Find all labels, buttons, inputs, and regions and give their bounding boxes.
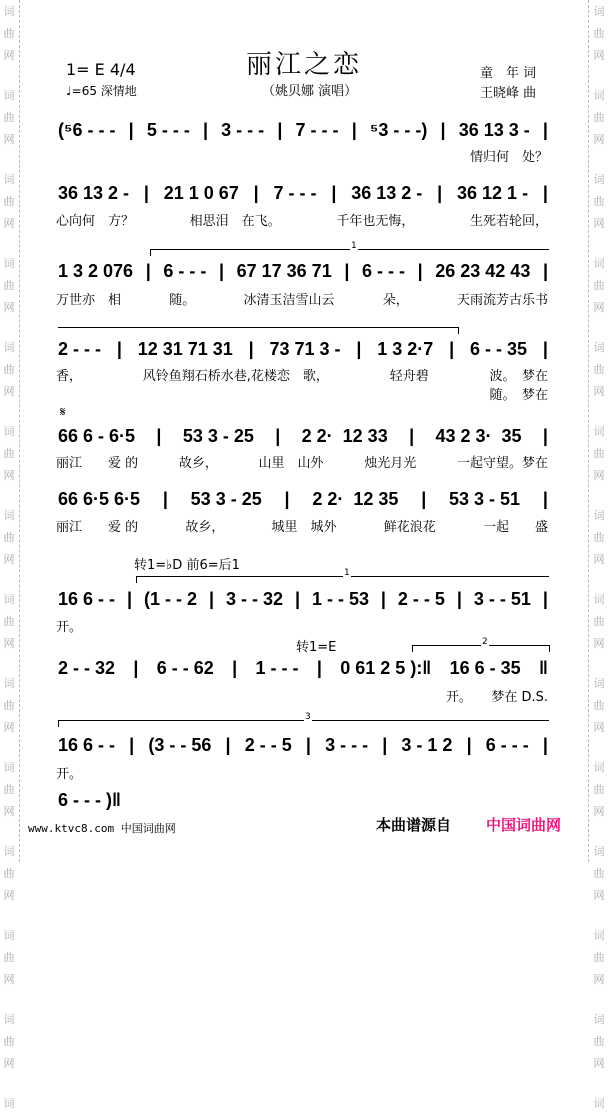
volta-2 — [412, 637, 550, 652]
lyrics-line — [56, 210, 548, 229]
barline: | — [126, 589, 133, 609]
volta-1b — [136, 568, 549, 583]
measure: 5 - - - — [146, 120, 190, 140]
watermark-char: 曲 — [3, 531, 15, 544]
barline: | — [253, 183, 259, 203]
barline: | — [331, 183, 337, 203]
watermark-char: 词 — [3, 845, 15, 858]
volta-3 — [58, 712, 549, 727]
watermark-char: 曲 — [593, 111, 605, 124]
lyric-phrase: 开。 梦在 D.S. — [445, 690, 548, 705]
watermark-char: 词 — [593, 1097, 605, 1110]
watermark-char: 词 — [3, 341, 15, 354]
measure: 3 - - 32 — [225, 589, 283, 609]
watermark-char: 网 — [593, 217, 605, 230]
segno-icon: 𝄋 — [60, 405, 66, 420]
measure: 1 3 2·7 — [377, 339, 434, 359]
key-signature: 1= E 4/4 — [66, 60, 136, 79]
lyric-phrase: 朵， — [382, 293, 409, 308]
barline: | — [456, 589, 462, 609]
watermark-char: 网 — [3, 133, 15, 146]
lyric-phrase: 开。 — [56, 620, 83, 635]
lyric-phrase: 一起守望。梦在 — [456, 456, 548, 471]
barline: | — [542, 183, 548, 203]
watermark-char: 网 — [593, 637, 605, 650]
volta-1 — [150, 241, 549, 256]
barline: | — [156, 426, 162, 446]
barline: | — [277, 120, 283, 140]
notation-row — [58, 589, 548, 610]
watermark-char: 网 — [593, 805, 605, 818]
measure: 36 13 2 - — [351, 183, 423, 203]
barline: | — [208, 589, 214, 609]
measure: 6 - - - — [163, 261, 207, 281]
watermark-char: 曲 — [3, 1035, 15, 1048]
barline: | — [225, 735, 231, 755]
barline: | — [466, 735, 472, 755]
lyric-phrase: 波。 梦在 — [489, 369, 548, 384]
measure: 0 61 2 5 ):‖ — [340, 658, 432, 678]
measure: 2 - - - — [58, 339, 101, 359]
measure: 2 - - 5 — [397, 589, 445, 609]
measure: 53 3 - 25 — [190, 489, 262, 509]
tempo: ♩=65 深情地 — [66, 84, 137, 98]
lyrics-line — [56, 289, 548, 308]
measure: 1 - - 53 — [311, 589, 369, 609]
barline: | — [344, 261, 350, 281]
watermark-left — [0, 0, 18, 1110]
page-border-left — [19, 0, 20, 862]
watermark-char: 曲 — [3, 615, 15, 628]
measure: 36 12 1 - — [457, 183, 529, 203]
watermark-char: 词 — [3, 425, 15, 438]
volta-label: 2 — [482, 637, 488, 647]
barline: | — [356, 339, 362, 359]
watermark-char: 词 — [593, 89, 605, 102]
source-label: 本曲谱源自 — [376, 816, 452, 834]
lyric-phrase: 万世亦 相 — [56, 293, 122, 308]
barline: | — [145, 261, 151, 281]
watermark-char: 曲 — [593, 363, 605, 376]
watermark-char: 曲 — [593, 531, 605, 544]
measure: 16 6 - 35 — [449, 658, 521, 678]
watermark-char: 曲 — [3, 27, 15, 40]
measure: (3 - - 56 — [148, 735, 212, 755]
barline: | — [316, 658, 322, 678]
barline: | — [248, 339, 254, 359]
singer: （姚贝娜 演唱） — [262, 84, 358, 99]
watermark-char: 词 — [593, 425, 605, 438]
watermark-char: 网 — [593, 553, 605, 566]
lyric-phrase: 千年也无悔， — [336, 214, 415, 229]
measure: 6 - - 35 — [470, 339, 528, 359]
watermark-char: 词 — [3, 593, 15, 606]
watermark-char: 曲 — [3, 363, 15, 376]
measure: 6 - - - )‖ — [58, 790, 121, 810]
barline: | — [542, 426, 548, 446]
notation-row — [58, 426, 548, 447]
measure: 2 2· 12 35 — [312, 489, 399, 509]
lyric-phrase: 丽江 爱 的 — [56, 520, 139, 535]
measure: 2 - - 5 — [244, 735, 292, 755]
watermark-char: 词 — [593, 1013, 605, 1026]
lyric-phrase: 天雨流芳古乐书 — [456, 293, 548, 308]
watermark-char: 网 — [593, 721, 605, 734]
watermark-char: 曲 — [593, 27, 605, 40]
barline: ‖ — [539, 658, 548, 678]
barline: | — [380, 589, 386, 609]
lyricist: 童 年 词 — [480, 66, 537, 81]
watermark-char: 曲 — [593, 699, 605, 712]
measure: 1 - - - — [255, 658, 299, 678]
measure: 36 13 2 - — [58, 183, 130, 203]
lyric-phrase: 鲜花浪花 — [383, 520, 436, 535]
measure: 3 - - 51 — [473, 589, 531, 609]
watermark-char: 曲 — [593, 195, 605, 208]
barline: | — [129, 735, 135, 755]
lyric-phrase: 一起 盛 — [482, 520, 548, 535]
barline: | — [409, 426, 415, 446]
lyric-phrase: 情归何 处？ — [469, 150, 548, 165]
measure: 43 2 3· 35 — [435, 426, 522, 446]
measure: 2 2· 12 33 — [301, 426, 388, 446]
watermark-char: 网 — [3, 1057, 15, 1070]
watermark-char: 词 — [593, 593, 605, 606]
lyric-phrase: 轻舟碧 — [389, 369, 429, 384]
notation-row — [58, 339, 548, 360]
watermark-char: 网 — [3, 973, 15, 986]
watermark-char: 网 — [593, 1057, 605, 1070]
watermark-char: 词 — [593, 257, 605, 270]
watermark-char: 词 — [3, 257, 15, 270]
watermark-char: 网 — [593, 133, 605, 146]
barline: | — [162, 489, 168, 509]
lyric-phrase: 香， — [56, 369, 83, 384]
barline: | — [542, 339, 548, 359]
measure: 67 17 36 71 — [236, 261, 332, 281]
measure: 53 3 - 51 — [449, 489, 521, 509]
lyric-phrase: 山里 山外 — [258, 456, 324, 471]
watermark-char: 曲 — [593, 447, 605, 460]
barline: | — [284, 489, 290, 509]
measure: 12 31 71 31 — [137, 339, 233, 359]
watermark-char: 曲 — [3, 195, 15, 208]
measure: (⁵6 - - - — [58, 120, 116, 140]
watermark-char: 网 — [3, 637, 15, 650]
lyric-phrase: 冰清玉洁雪山云 — [243, 293, 335, 308]
measure: 26 23 42 43 — [435, 261, 531, 281]
watermark-char: 词 — [593, 677, 605, 690]
notation-row — [58, 735, 548, 756]
measure: (1 - - 2 — [143, 589, 197, 609]
lyric-phrase: 生死若轮回， — [469, 214, 548, 229]
watermark-char: 词 — [593, 509, 605, 522]
barline: | — [542, 735, 548, 755]
watermark-char: 词 — [593, 341, 605, 354]
lyrics-line — [56, 146, 548, 165]
watermark-char: 曲 — [3, 279, 15, 292]
lyric-phrase: 烛光月光 — [364, 456, 417, 471]
volta-label: 1 — [344, 568, 350, 578]
measure: 66 6 - 6·5 — [58, 426, 136, 446]
watermark-char: 曲 — [3, 951, 15, 964]
lyric-phrase: 随。 梦在 — [489, 388, 548, 403]
notation-row — [58, 261, 548, 282]
lyric-phrase: 丽江 爱 的 — [56, 456, 139, 471]
lyric-phrase: 心向何 方？ — [56, 214, 135, 229]
watermark-char: 词 — [3, 89, 15, 102]
barline: | — [294, 589, 300, 609]
barline: | — [437, 183, 443, 203]
watermark-char: 词 — [593, 929, 605, 942]
barline: | — [305, 735, 311, 755]
watermark-char: 词 — [593, 761, 605, 774]
measure: 3 - 1 2 — [401, 735, 453, 755]
watermark-char: 词 — [3, 5, 15, 18]
site-url: www.ktvc8.com 中国词曲网 — [28, 822, 176, 835]
measure: 7 - - - — [273, 183, 317, 203]
watermark-char: 网 — [3, 217, 15, 230]
lyrics-line — [56, 763, 548, 782]
watermark-char: 曲 — [593, 279, 605, 292]
watermark-char: 曲 — [593, 951, 605, 964]
watermark-char: 词 — [3, 173, 15, 186]
measure: 16 6 - - — [58, 589, 116, 609]
watermark-char: 词 — [3, 1013, 15, 1026]
watermark-char: 词 — [3, 677, 15, 690]
modulation-1: 转1=♭D 前6=后1 — [134, 558, 240, 573]
watermark-char: 词 — [593, 845, 605, 858]
notation-row — [58, 790, 121, 811]
barline: | — [133, 658, 139, 678]
lyrics-line — [56, 452, 548, 471]
watermark-char: 网 — [3, 469, 15, 482]
measure: 3 - - - — [221, 120, 265, 140]
watermark-char: 网 — [593, 385, 605, 398]
barline: | — [449, 339, 455, 359]
measure: 3 - - - — [325, 735, 369, 755]
watermark-char: 曲 — [3, 447, 15, 460]
lyrics-line — [56, 686, 548, 705]
composer: 王晓峰 曲 — [480, 86, 537, 101]
lyric-phrase: 城里 城外 — [271, 520, 337, 535]
barline: | — [275, 426, 281, 446]
barline: | — [202, 120, 209, 140]
barline: | — [116, 339, 122, 359]
watermark-char: 词 — [593, 5, 605, 18]
watermark-char: 曲 — [3, 111, 15, 124]
lyric-phrase: 故乡， — [185, 520, 225, 535]
barline: | — [542, 489, 548, 509]
page-border-right — [588, 0, 589, 862]
notation-row — [58, 658, 548, 679]
watermark-char: 网 — [593, 973, 605, 986]
lyric-phrase: 故乡， — [178, 456, 218, 471]
watermark-char: 网 — [3, 49, 15, 62]
notation-row — [58, 489, 548, 510]
lyric-phrase: 相思泪 在飞。 — [189, 214, 281, 229]
barline: | — [542, 589, 548, 609]
watermark-char: 曲 — [3, 867, 15, 880]
lyrics-line — [56, 516, 548, 535]
measure: 6 - - - — [485, 735, 529, 755]
measure: 36 13 3 - — [458, 120, 530, 140]
watermark-char: 曲 — [3, 783, 15, 796]
watermark-char: 网 — [593, 49, 605, 62]
barline: | — [128, 120, 134, 140]
measure: ⁵3 - - -) — [369, 120, 428, 140]
barline: | — [143, 183, 149, 203]
watermark-char: 网 — [3, 889, 15, 902]
song-title: 丽江之恋 — [246, 50, 363, 80]
measure: 53 3 - 25 — [182, 426, 254, 446]
measure: 6 - - 62 — [156, 658, 214, 678]
lyric-phrase: 随。 — [169, 293, 196, 308]
barline: | — [351, 120, 357, 140]
measure: 16 6 - - — [58, 735, 116, 755]
modulation-2: 转1=E — [296, 640, 337, 655]
watermark-char: 曲 — [3, 699, 15, 712]
source-name: 中国词曲网 — [486, 816, 562, 834]
watermark-char: 网 — [3, 553, 15, 566]
lyrics-line — [56, 384, 548, 403]
notation-row — [58, 120, 548, 141]
watermark-char: 网 — [593, 889, 605, 902]
watermark-right — [590, 0, 608, 1110]
measure: 1 3 2 076 — [58, 261, 134, 281]
watermark-char: 词 — [3, 761, 15, 774]
watermark-char: 曲 — [593, 783, 605, 796]
watermark-char: 网 — [593, 301, 605, 314]
watermark-char: 曲 — [593, 1035, 605, 1048]
notation-row — [58, 183, 548, 204]
watermark-char: 词 — [3, 1097, 15, 1110]
barline: | — [542, 261, 548, 281]
lyric-phrase: 开。 — [56, 767, 83, 782]
barline: | — [382, 735, 388, 755]
watermark-char: 网 — [593, 469, 605, 482]
barline: | — [440, 120, 446, 140]
lyrics-line — [56, 365, 548, 384]
measure: 66 6·5 6·5 — [58, 489, 141, 509]
watermark-char: 网 — [3, 301, 15, 314]
measure: 21 1 0 67 — [163, 183, 239, 203]
measure: 6 - - - — [361, 261, 405, 281]
watermark-char: 网 — [3, 805, 15, 818]
barline: | — [232, 658, 238, 678]
watermark-char: 网 — [3, 385, 15, 398]
lyrics-line — [56, 616, 548, 635]
barline: | — [421, 489, 427, 509]
watermark-char: 曲 — [593, 615, 605, 628]
watermark-char: 曲 — [593, 867, 605, 880]
volta-1-end — [58, 327, 459, 334]
barline: | — [542, 120, 548, 140]
watermark-char: 词 — [3, 929, 15, 942]
watermark-char: 词 — [593, 173, 605, 186]
measure: 73 71 3 - — [269, 339, 341, 359]
watermark-char: 词 — [3, 509, 15, 522]
volta-label: 3 — [305, 712, 311, 722]
barline: | — [218, 261, 224, 281]
lyric-phrase: 风铃鱼翔石桥水巷,花楼恋 歌， — [142, 369, 329, 384]
measure: 2 - - 32 — [58, 658, 116, 678]
barline: | — [417, 261, 423, 281]
volta-label: 1 — [351, 241, 357, 251]
measure: 7 - - - — [295, 120, 339, 140]
watermark-char: 网 — [3, 721, 15, 734]
